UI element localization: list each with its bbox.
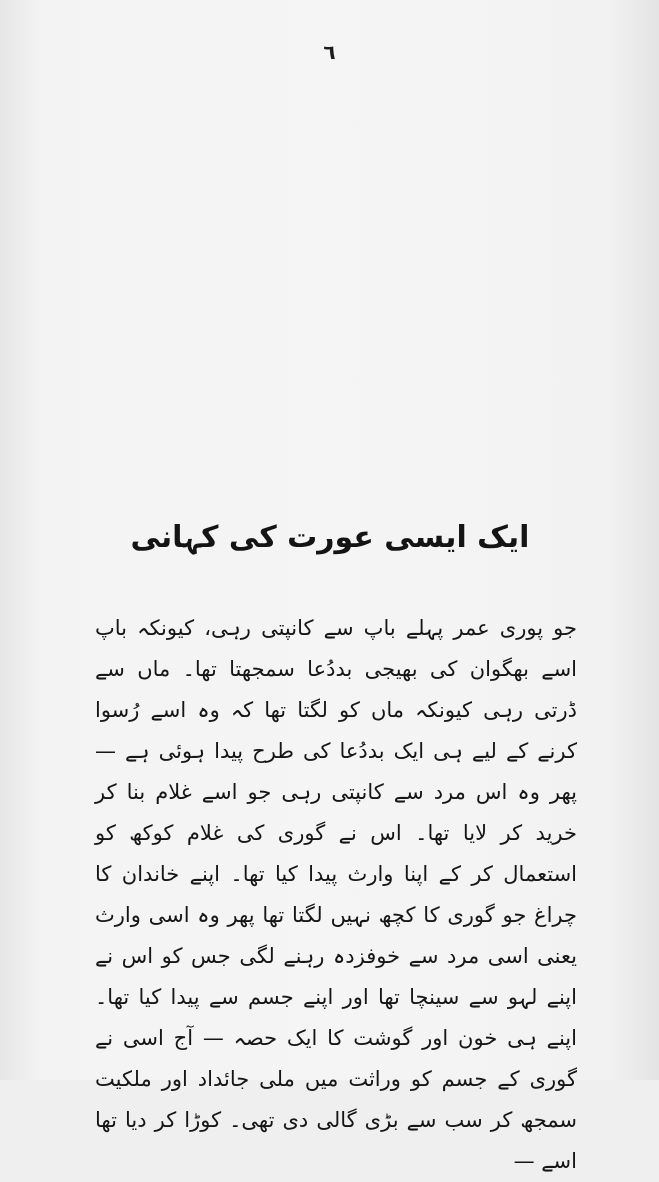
story-paragraph: جو پوری عمر پہلے باپ سے کانپتی رہی، کیونکہ باپ اسے بھگوان کی بھیجی بددُعا سمجھتا تھا۔ ماں سے ڈرتی رہی کیونکہ ماں کو لگتا تھا کہ وہ اسے رُسوا کرنے کے لیے ہی ایک بددُعا کی طرح پیدا ہوئی ہے — پھر وہ اس مرد سے کانپتی رہی جو اسے غلام بنا کر خرید کر لایا تھا۔ اس نے گوری کی غلام کوکھ کو استعمال کر کے اپنا وارث پیدا کیا تھا۔ اپنے خاندان کا چراغ جو گوری کا کچھ نہیں لگتا تھا پھر وہ اسی وارث یعنی اسی مرد سے خوفزدہ رہنے لگی جس کو اس نے اپنے لہو سے سینچا تھا اور اپنے جسم سے پیدا کیا تھا۔ اپنے ہی خون اور گوشت کا ایک حصہ — آج اسی نے گوری کے جسم کو وراثت میں ملی جائداد اور ملکیت سمجھ کر سب سے بڑی گالی دی تھی۔ کوڑا کر دیا تھا اسے — bbox=[95, 616, 577, 1173]
story-title: ایک ایسی عورت کی کہانی bbox=[130, 520, 530, 555]
page-number: ٦ bbox=[323, 40, 336, 64]
